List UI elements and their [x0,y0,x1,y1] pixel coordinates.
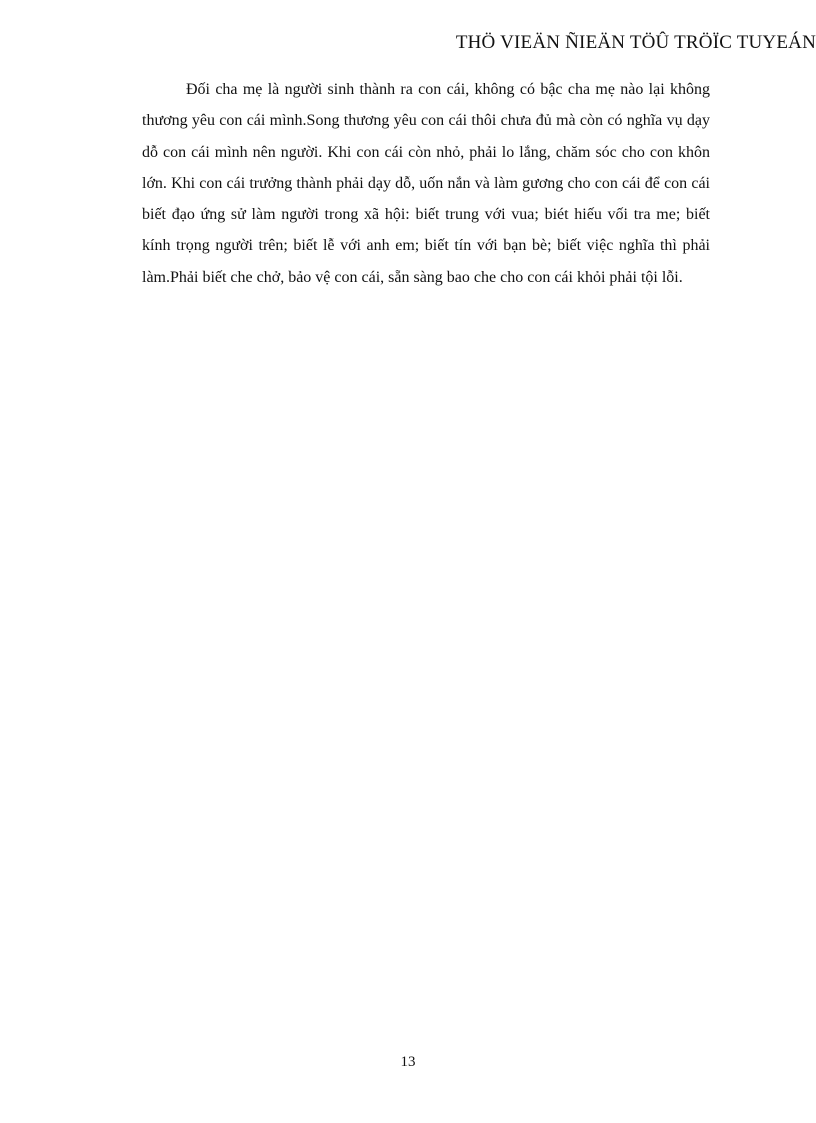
running-header: THÖ VIEÄN ÑIEÄN TÖÛ TRÖÏC TUYEÁN [455,32,816,53]
body-paragraph: Đối cha mẹ là người sinh thành ra con cái, không có bậc cha mẹ nào lại không thương yêu con cái mình.Song thương yêu con cái thôi chưa đủ mà còn có nghĩa vụ dạy dỗ con cái mình nên người. Khi con cái còn nhỏ, phải lo lắng, chăm sóc cho con khôn lớn. Khi con cái trưởng thành phải dạy dỗ, uốn nắn và làm gương cho con cái để con cái biết đạo ứng sử làm người trong xã hội: biết trung với vua; biét hiếu vối tra me; biết kính trọng người trên; biết lễ với anh em; biết tín với bạn bè; biết việc nghĩa thì phải làm.Phải biết che chở, bảo vệ con cái, sẵn sàng bao che cho con cái khỏi phải tội lỗi. [142,81,710,286]
page-number: 13 [400,1054,416,1070]
body-content [142,74,710,293]
